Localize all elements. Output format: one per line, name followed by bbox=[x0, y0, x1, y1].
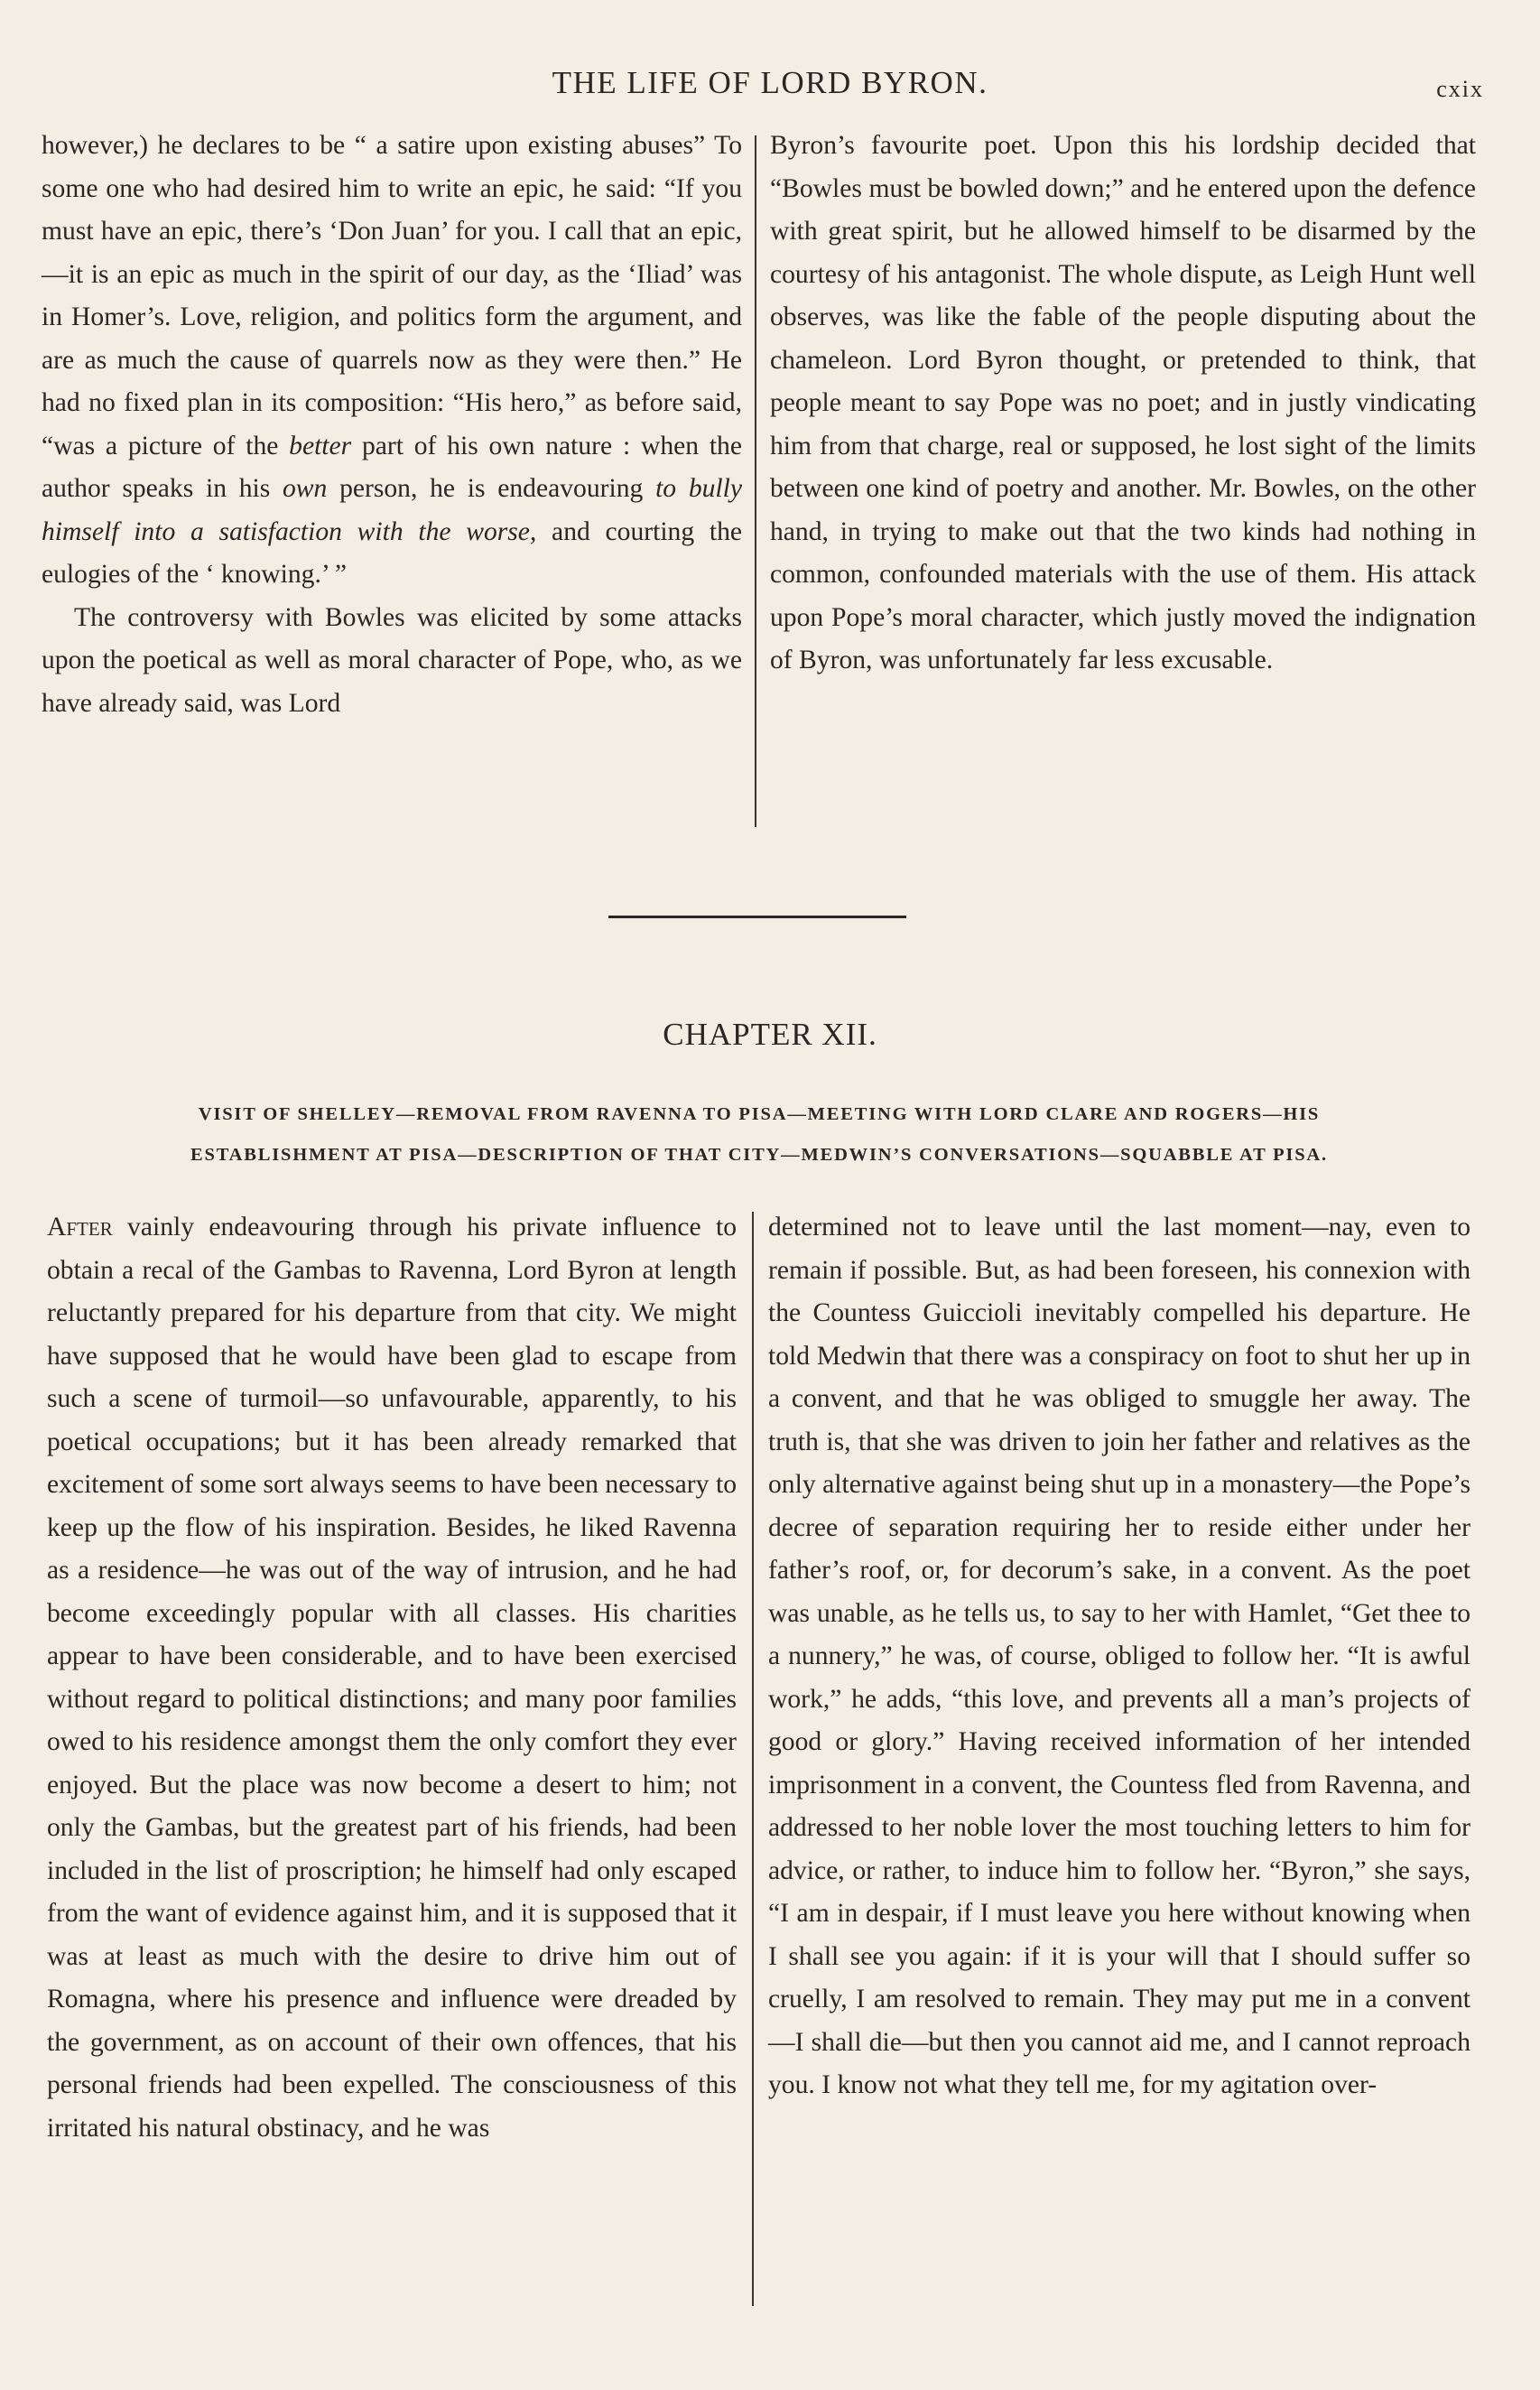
bottom-right-column bbox=[768, 1206, 1470, 2107]
page-header bbox=[0, 65, 1540, 110]
page-number: cxix bbox=[1436, 76, 1484, 102]
text-run: person, he is endeavouring bbox=[327, 474, 656, 503]
paragraph bbox=[47, 1206, 737, 2150]
paragraph bbox=[42, 125, 742, 597]
top-right-column bbox=[770, 125, 1476, 683]
bottom-left-column bbox=[47, 1206, 737, 2150]
text-run: part of his own nature : when the author speaks in his bbox=[42, 431, 742, 503]
chapter-title: CHAPTER XII. bbox=[663, 1017, 877, 1052]
synopsis-line: VISIT OF SHELLEY—REMOVAL FROM RAVENNA TO PISA—MEETING WITH LORD CLARE AND ROGERS—HIS bbox=[198, 1104, 1321, 1124]
text-run: however,) he declares to be “ a satire upon existing abuses” To some one who had desired him to write an epic, he said: “If you must have an epic, there’s ‘Don Juan’ for you. I call that an epic,—it is an epic as much in the spirit of our day, as the ‘Iliad’ was in Homer’s. Love, religion, and politics form the argument, and are as much the cause of quarrels now as they were then.” He had no fixed plan in its composition: “His hero,” as before said, “was a picture of the bbox=[42, 131, 742, 460]
running-title: THE LIFE OF LORD BYRON. bbox=[552, 65, 988, 100]
text-run: vainly endeavouring through his private influence to obtain a recal of the Gambas to Ravenna, Lord Byron at length reluctantly prepared for his departure from that city. We might have supposed that he would have been glad to escape from such a scene of turmoil—so unfavourable, apparently, to his poetical occupations; but it has been already remarked that excitement of some sort always seems to have been necessary to keep up the flow of his inspiration. Besides, he liked Ravenna as a residence—he was out of the way of intrusion, and he had become exceedingly popular with all classes. His charities appear to have been considerable, and to have been exercised without regard to political distinctions; and many poor families owed to his residence amongst them the only comfort they ever enjoyed. But the place was now become a desert to him; not only the Gambas, but the greatest part of his friends, had been included in the list of proscription; he himself had only escaped from the want of evidence against him, and it is supposed that it was at least as much with the desire to drive him out of Romagna, where his presence and influence were dreaded by the government, as on account of their own offences, that his personal friends had been expelled. The consciousness of this irritated his natural obstinacy, and he was bbox=[47, 1213, 737, 2143]
top-left-column bbox=[42, 125, 742, 725]
synopsis-line: ESTABLISHMENT AT PISA—DESCRIPTION OF THAT CITY—MEDWIN’S CONVERSATIONS—SQUABBLE AT PISA. bbox=[190, 1145, 1328, 1165]
paragraph: determined not to leave until the last moment—nay, even to remain if possible. But, as had been foreseen, his connexion with the Countess Guiccioli inevitably compelled his departure. He told Medwin that there was a conspiracy on foot to shut her up in a convent, and that he was obliged to smuggle her away. The truth is, that she was driven to join her father and relatives as the only alternative against being shut up in a monastery—the Pope’s decree of separation requiring her to reside either under her father’s roof, or, for decorum’s sake, in a convent. As the poet was unable, as he tells us, to say to her with Hamlet, “Get thee to a nunnery,” he was, of course, obliged to follow her. “It is awful work,” he adds, “this love, and prevents all a man’s projects of good or glory.” Having received information of her intended imprisonment in a convent, the Countess fled from Ravenna, and addressed to her noble lover the most touching letters to him for advice, or rather, to induce him to follow her. “Byron,” she says, “I am in despair, if I must leave you here without knowing when I shall see you again: if it is your will that I should suffer so cruelly, I am resolved to remain. They may put me in a convent—I shall die—but then you cannot aid me, and I cannot reproach you. I know not what they tell me, for my agitation over- bbox=[768, 1213, 1470, 2099]
italic-run: own bbox=[283, 474, 328, 503]
italic-run: to bully himself into a satisfaction with the worse, bbox=[42, 474, 742, 546]
text-run: and courting the eulogies of the ‘ knowing.’ ” bbox=[42, 516, 743, 589]
section-rule bbox=[608, 916, 906, 918]
column-divider bbox=[752, 1212, 754, 2306]
chapter-synopsis bbox=[45, 1094, 1473, 1176]
paragraph: The controversy with Bowles was elicited by some attacks upon the poetical as well as moral character of Pope, who, as we have already said, was Lord bbox=[42, 602, 742, 718]
paragraph: Byron’s favourite poet. Upon this his lordship decided that “Bowles must be bowled down;” and he entered upon the defence with great spirit, but he allowed himself to be disarmed by the courtesy of his antagonist. The whole dispute, as Leigh Hunt well observes, was like the fable of the people disputing about the chameleon. Lord Byron thought, or pretended to think, that people meant to say Pope was no poet; and in justly vindicating him from that charge, real or supposed, he lost sight of the limits between one kind of poetry and another. Mr. Bowles, on the other hand, in trying to make out that the two kinds had nothing in common, confounded materials with the use of them. His attack upon Pope’s moral character, which justly moved the indignation of Byron, was unfortunately far less excusable. bbox=[770, 131, 1476, 674]
italic-run: better bbox=[289, 431, 352, 460]
lead-word: After bbox=[47, 1213, 113, 1241]
column-divider bbox=[755, 135, 756, 827]
